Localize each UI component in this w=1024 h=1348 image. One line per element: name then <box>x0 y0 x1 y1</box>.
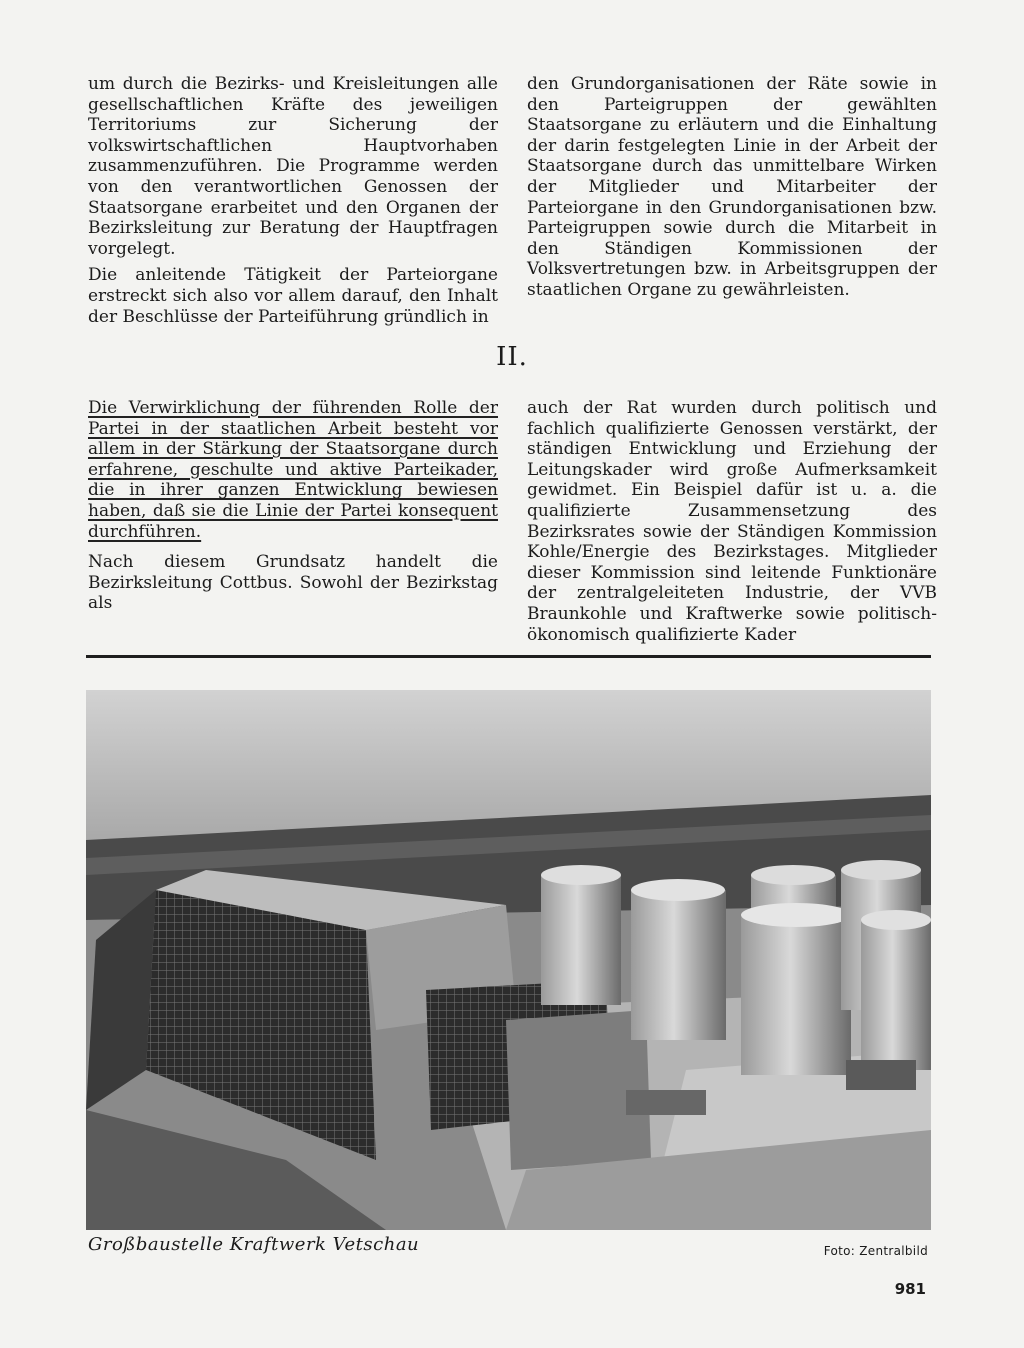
photo-caption: Großbaustelle Kraftwerk Vetschau <box>88 1234 420 1255</box>
highlighted-text: Die Verwirklichung der führenden Rolle der Partei in der staatlichen Arbeit besteht vor allem in der Stärkung der Staatsorgane durch erfahrene, geschulte und aktive Parteikader, die in ihrer ganzen Entwicklung bewiesen haben, daß sie die Linie der Partei konsequent durchführen. <box>88 398 498 542</box>
text-column-middle-right <box>527 398 937 645</box>
underlined-paragraph <box>88 398 498 542</box>
paragraph: um durch die Bezirks- und Kreisleitungen alle gesellschaftlichen Kräfte des jeweiligen Territoriums zur Sicherung der volkswirtschaftlichen Hauptvorhaben zusammenzuführen. Die Programme werden von den verantwortlichen Genossen der Staatsorgane erarbeitet und den Organen der Bezirksleitung zur Beratung der Hauptfragen vorgelegt. <box>88 74 498 259</box>
text-column-top-left <box>88 74 498 327</box>
paragraph: Die anleitende Tätigkeit der Parteiorgane erstreckt sich also vor allem darauf, den Inhalt der Beschlüsse der Parteiführung gründlich in <box>88 265 498 327</box>
page-number: 981 <box>894 1280 926 1298</box>
paragraph: Nach diesem Grundsatz handelt die Bezirksleitung Cottbus. Sowohl der Bezirkstag als <box>88 552 498 614</box>
photo-credit: Foto: Zentralbild <box>823 1244 928 1258</box>
paragraph: auch der Rat wurden durch politisch und fachlich qualifizierte Genossen verstärkt, der ständigen Entwicklung und Erziehung der Leitungskader wird große Aufmerksamkeit gewidmet. Ein Beispiel dafür ist u. a. die qualifizierte Zusammensetzung des Bezirksrates sowie der Ständigen Kommission Kohle/Energie des Bezirkstages. Mitglieder dieser Kommission sind leitende Funktionäre der zentralgeleiteten Industrie, der VVB Braunkohle und Kraftwerke sowie politisch-ökonomisch qualifizierte Kader <box>527 398 937 645</box>
horizontal-rule <box>86 655 931 658</box>
photo-illustration <box>86 690 931 1230</box>
power-plant-photo <box>86 690 931 1230</box>
paragraph: den Grundorganisationen der Räte sowie in den Parteigruppen der gewählten Staatsorgane zu erläutern und die Einhaltung der darin festgelegten Linie in der Arbeit der Staatsorgane durch das unmittelbare Wirken der Mitglieder und Mitarbeiter der Parteiorgane in den Grundorganisationen bzw. Parteigruppen sowie durch die Mitarbeit in den Ständigen Kommissionen der Volksvertretungen bzw. in Arbeitsgruppen der staatlichen Organe zu gewährleisten. <box>527 74 937 300</box>
section-heading: II. <box>496 342 528 372</box>
text-column-top-right <box>527 74 937 301</box>
text-column-middle-left <box>88 398 498 614</box>
